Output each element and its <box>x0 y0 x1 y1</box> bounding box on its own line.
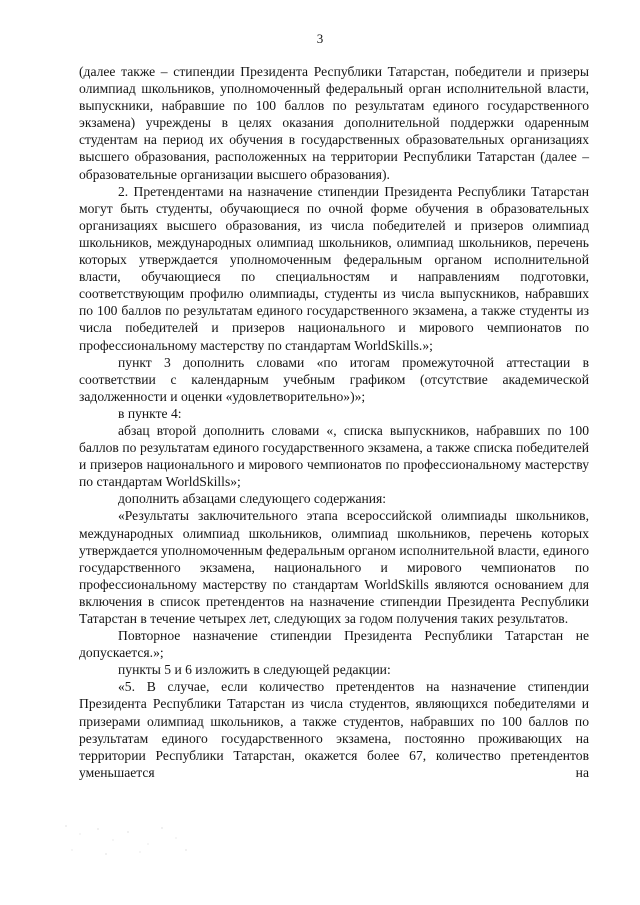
paragraph-7: «Результаты заключительного этапа всероссийской олимпиады школьников, международных олимпиад школьников, олимпиад школьников, перечень которых утверждается уполномоченным федеральным органом исполнительной власти, единого государственного экзамена, национального и мирового чемпионатов по профессиональному мастерству по стандартам WorldSkills являются основанием для включения в список претендентов на назначение стипендии Президента Республики Татарстан в течение четырех лет, следующих за годом получения таких результатов. <box>79 508 589 626</box>
paragraph-8: Повторное назначение стипендии Президента Республики Татарстан не допускается.»; <box>79 628 589 661</box>
paragraph-1: (далее также – стипендии Президента Республики Татарстан, победители и призеры олимпиад школьников, уполномоченный федеральный орган исполнительной власти, выпускники, набравшие по 100 баллов по результатам единого государственного экзамена) учреждены в целях оказания дополнительной поддержки одаренным студентам на период их обучения в государственных образовательных организациях высшего образования, расположенных на территории Республики Татарстан (далее – образовательные организации высшего образования). <box>79 64 589 182</box>
page-number: 3 <box>316 31 324 46</box>
scan-noise <box>58 820 198 860</box>
paragraph-4: в пункте 4: <box>118 405 182 421</box>
document-body <box>79 63 589 781</box>
paragraph-9: пункты 5 и 6 изложить в следующей редакции: <box>118 662 391 678</box>
paragraph-10: «5. В случае, если количество претендентов на назначение стипендии Президента Республики Татарстан из числа студентов, являющихся победителями и призерами олимпиад школьников, а также студентов, набравших по 100 баллов по результатам единого государственного экзамена, постоянно проживающих на территории Республики Татарстан, окажется более 67, количество претендентов уменьшается на <box>79 679 589 780</box>
paragraph-2: 2. Претендентами на назначение стипендии Президента Республики Татарстан могут быть студенты, обучающиеся по очной форме обучения в образовательных организациях высшего образования, из числа победителей и призеров олимпиад школьников, международных олимпиад школьников, олимпиад школьников, перечень которых утверждается уполномоченным федеральным органом исполнительной власти, обучающиеся по специальностям и направлениям подготовки, соответствующим профилю олимпиады, студенты из числа выпускников, набравших по 100 баллов по результатам единого государственного экзамена, а также студенты из числа победителей и призеров национального и мирового чемпионатов по профессиональному мастерству по стандартам WorldSkills.»; <box>79 183 589 353</box>
paragraph-3: пункт 3 дополнить словами «по итогам промежуточной аттестации в соответствии с календарным учебным графиком (отсутствие академической задолженности и оценки «удовлетворительно»)»; <box>79 354 589 404</box>
paragraph-6: дополнить абзацами следующего содержания: <box>118 491 387 507</box>
paragraph-5: абзац второй дополнить словами «, списка выпускников, набравших по 100 баллов по результатам единого государственного экзамена, а также списка победителей и призеров национального и мирового чемпионатов по профессиональному мастерству по стандартам WorldSkills»; <box>79 422 589 490</box>
